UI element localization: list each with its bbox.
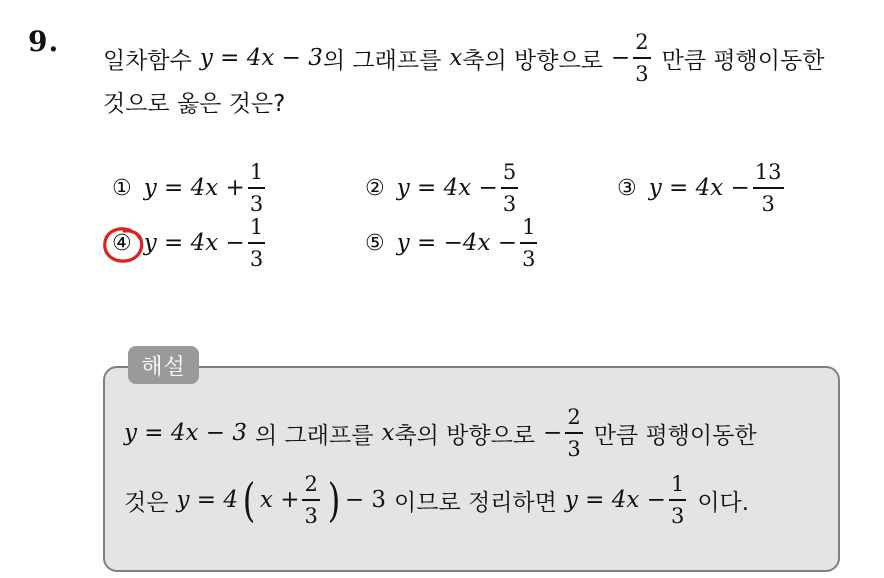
solution-box: [103, 366, 840, 572]
solution-x-variable: x: [381, 420, 395, 447]
solution-result-equation: y = 4x −: [564, 487, 666, 514]
fraction-bar: [248, 242, 265, 244]
fraction-bar: [753, 187, 784, 189]
solution-tab: 해설: [128, 346, 199, 384]
solution-fraction: [302, 474, 319, 527]
choice-number: ③: [617, 175, 637, 201]
fraction-denominator: 3: [304, 503, 318, 528]
choice-fraction: [248, 162, 265, 215]
solution-text: 것은: [124, 489, 169, 516]
fraction-denominator: 3: [502, 191, 517, 216]
fraction-bar: [501, 187, 518, 189]
solution-text: 만큼 평행이동한: [593, 422, 757, 449]
right-parenthesis: ): [327, 473, 341, 528]
answer-circle-mark: [101, 225, 146, 265]
choice-equation: y = 4x −: [396, 175, 498, 202]
question-text: 의 그래프를: [322, 47, 442, 74]
fraction-numerator: 2: [635, 30, 649, 54]
choice-number: ④: [112, 230, 132, 256]
fraction-numerator: 1: [522, 215, 536, 239]
question-minus-sign: −: [610, 45, 631, 72]
fraction-denominator: 3: [567, 436, 581, 461]
fraction-numerator: 5: [502, 160, 517, 184]
left-parenthesis: (: [242, 473, 256, 528]
solution-text: 이므로 정리하면: [394, 489, 557, 516]
question-text: 축의 방향으로: [462, 47, 603, 74]
question-equation: y = 4x − 3: [199, 45, 323, 72]
solution-text: 의 그래프를: [255, 422, 374, 449]
question-x-variable: x: [449, 45, 463, 72]
solution-line-2: [124, 474, 749, 527]
question-fraction: [633, 32, 650, 85]
solution-minus-sign: −: [543, 420, 563, 447]
solution-equation: y = 4: [176, 487, 238, 514]
choice-number: ②: [365, 175, 385, 201]
solution-fraction: [565, 407, 582, 460]
choice-number: ⑤: [365, 230, 385, 256]
choice-1[interactable]: [112, 162, 268, 215]
fraction-denominator: 3: [635, 61, 649, 86]
question-line-1: [103, 32, 824, 85]
fraction-numerator: 13: [754, 160, 782, 184]
solution-equation: y = 4x − 3: [124, 420, 248, 447]
fraction-bar: [248, 187, 265, 189]
question-number: 9.: [28, 25, 60, 58]
choice-2[interactable]: [365, 162, 521, 215]
choice-number: ①: [112, 175, 132, 201]
choice-equation: y = 4x +: [143, 175, 245, 202]
fraction-bar: [669, 499, 686, 501]
fraction-bar: [520, 242, 537, 244]
question-line-2: 것으로 옳은 것은?: [103, 91, 286, 117]
fraction-numerator: 1: [249, 160, 264, 184]
solution-result-fraction: [669, 474, 686, 527]
fraction-denominator: 3: [761, 191, 775, 216]
choice-equation: y = −4x −: [396, 230, 518, 257]
choice-3[interactable]: [617, 162, 787, 215]
fraction-bar: [302, 499, 319, 501]
choice-5[interactable]: [365, 217, 540, 270]
choice-fraction: [520, 217, 537, 270]
fraction-denominator: 3: [522, 246, 536, 271]
choice-fraction: [248, 217, 265, 270]
solution-line-1: [124, 407, 757, 460]
choice-equation: y = 4x −: [143, 230, 245, 257]
fraction-denominator: 3: [670, 503, 685, 528]
fraction-denominator: 3: [249, 191, 264, 216]
solution-text: 이다.: [697, 489, 750, 516]
fraction-bar: [633, 57, 650, 59]
fraction-numerator: 1: [670, 472, 685, 496]
choice-fraction: [501, 162, 518, 215]
solution-inner-expression: x +: [259, 487, 300, 514]
solution-equation: − 3: [344, 487, 387, 514]
question-text: 만큼 평행이동한: [661, 47, 825, 74]
fraction-numerator: 2: [304, 472, 318, 496]
choice-equation: y = 4x −: [648, 175, 750, 202]
fraction-bar: [565, 432, 582, 434]
choice-fraction: [753, 162, 784, 215]
fraction-denominator: 3: [249, 246, 264, 271]
fraction-numerator: 2: [567, 405, 581, 429]
question-text: 일차함수: [103, 47, 192, 74]
fraction-numerator: 1: [249, 215, 264, 239]
solution-text: 축의 방향으로: [394, 422, 536, 449]
